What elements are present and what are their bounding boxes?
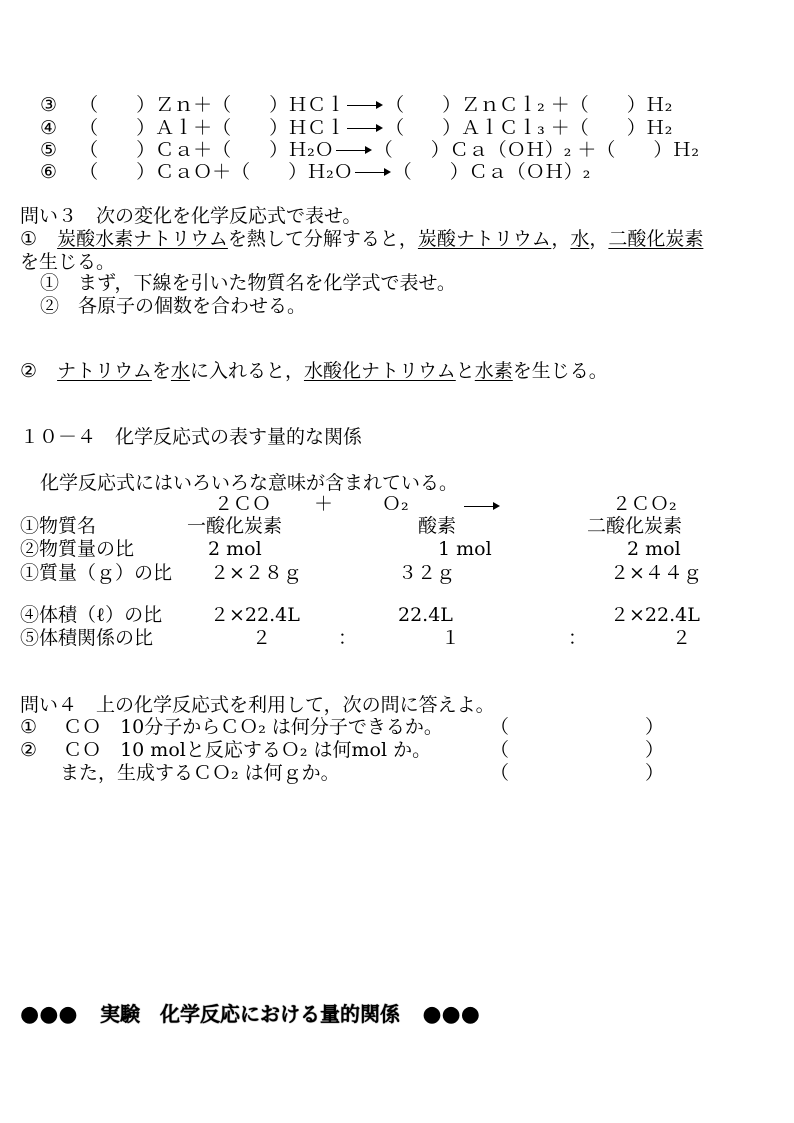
answer-open-paren: （	[490, 739, 510, 761]
item-number: ①	[20, 716, 38, 738]
row-label-volume: ④体積（ℓ）の比	[20, 604, 163, 626]
eq-co2: ２ＣＯ₂	[612, 493, 677, 515]
underlined-substance: 二酸化炭素	[608, 228, 704, 250]
section-title: １０－４ 化学反応式の表す量的な関係	[20, 426, 363, 448]
row-mol-co: 2 mol	[208, 538, 262, 560]
answer-close-paren: ）	[645, 716, 665, 738]
reaction-number: ④	[40, 117, 58, 139]
item-text: ，	[589, 228, 609, 250]
reaction-6	[40, 163, 590, 182]
item-text: と	[455, 360, 475, 382]
underlined-substance: 炭酸水素ナトリウム	[57, 228, 228, 250]
item-text: に入れると，	[189, 360, 304, 382]
underlined-substance: 水素	[474, 360, 513, 382]
q3-item1-cont: を生じる。	[20, 251, 116, 273]
reaction-arrow-icon	[347, 100, 383, 112]
eq-plus: ＋	[314, 493, 334, 515]
row-label-mol: ②物質量の比	[20, 538, 135, 560]
reaction-arrow-icon	[336, 145, 372, 157]
underlined-substance: 水	[570, 228, 590, 250]
q4-line3: また，生成するＣＯ₂ は何ｇか。	[60, 762, 340, 784]
row-label-name: ①物質名	[20, 515, 97, 537]
underlined-substance: 水酸化ナトリウム	[303, 360, 456, 382]
q3-title: 問い３ 次の変化を化学反応式で表せ。	[20, 205, 362, 227]
row-ratio-o2: １	[441, 627, 461, 649]
item-text: ，	[551, 228, 571, 250]
bullet-dots-icon: ●●●	[422, 1002, 480, 1027]
row-vol-co: ２×22.4L	[210, 604, 300, 626]
row-mass-o2: ３２ｇ	[398, 562, 456, 584]
q3-item1	[20, 230, 703, 249]
question-text: ＣＯ 10 molと反応するＯ₂ は何mol か。	[63, 739, 432, 761]
question-text: ＣＯ 10分子からＣＯ₂ は何分子できるか。	[63, 716, 443, 738]
bullet-dots-icon: ●●●	[20, 1002, 78, 1027]
row-ratio-sep2: ：	[568, 627, 588, 649]
experiment-heading	[20, 1004, 480, 1026]
experiment-title: 実験 化学反応における量的関係	[99, 1002, 400, 1026]
reaction-arrow-icon	[355, 167, 391, 179]
q3-item1-sub2: ② 各原子の個数を合わせる。	[40, 295, 307, 317]
item-number: ②	[20, 360, 38, 382]
answer-open-paren: （	[490, 716, 510, 738]
reaction-reactants: （ ）Ｃａ＋（ ）Ｈ₂Ｏ	[79, 139, 334, 161]
q4-title: 問い４ 上の化学反応式を利用して，次の問に答えよ。	[20, 694, 495, 716]
reaction-reactants: （ ）Ｚｎ＋（ ）ＨＣｌ	[79, 94, 346, 116]
row-label-ratio: ⑤体積関係の比	[20, 627, 154, 649]
reaction-3	[40, 96, 672, 115]
answer-close-paren: ）	[645, 762, 665, 784]
q3-item1-sub1: ① まず，下線を引いた物質名を化学式で表せ。	[40, 272, 456, 294]
reaction-number: ③	[40, 94, 58, 116]
item-number: ②	[20, 739, 38, 761]
reaction-products: （ ）Ｃａ（ＯＨ）₂ ＋（ ）Ｈ₂	[373, 139, 699, 161]
row-vol-o2: 22.4L	[398, 604, 453, 626]
row-name-o2: 酸素	[418, 515, 457, 537]
row-name-co2: 二酸化炭素	[587, 515, 683, 537]
row-ratio-sep1: ：	[338, 627, 358, 649]
row-name-co: 一酸化炭素	[187, 515, 283, 537]
reaction-number: ⑥	[40, 161, 58, 183]
underlined-substance: 炭酸ナトリウム	[417, 228, 552, 250]
row-mass-co2: ２×４４ｇ	[610, 562, 702, 584]
row-ratio-co2: ２	[672, 627, 692, 649]
reaction-reactants: （ ）Ａｌ＋（ ）ＨＣｌ	[79, 117, 346, 139]
reaction-number: ⑤	[40, 139, 58, 161]
row-mass-co: ２×２８ｇ	[210, 562, 302, 584]
reaction-products: （ ）ＺｎＣｌ₂ ＋（ ）Ｈ₂	[385, 94, 673, 116]
row-ratio-co: ２	[252, 627, 272, 649]
reaction-products: （ ）Ｃａ（ＯＨ）₂	[392, 161, 591, 183]
q4-line2	[20, 741, 431, 760]
reaction-products: （ ）ＡｌＣｌ₃ ＋（ ）Ｈ₂	[385, 117, 673, 139]
item-text: を熱して分解すると，	[227, 228, 418, 250]
row-mol-co2: 2 mol	[627, 538, 681, 560]
item-number: ①	[20, 228, 38, 250]
item-text: を生じる。	[512, 360, 608, 382]
section-intro: 化学反応式にはいろいろな意味が含まれている。	[40, 472, 459, 494]
row-label-mass: ①質量（ｇ）の比	[20, 562, 173, 584]
row-vol-co2: ２×22.4L	[610, 604, 700, 626]
row-mol-o2: 1 mol	[438, 538, 492, 560]
reaction-4	[40, 119, 672, 138]
eq-co: ２ＣＯ	[214, 493, 272, 515]
underlined-substance: 水	[170, 360, 190, 382]
eq-o2: Ｏ₂	[382, 493, 409, 515]
answer-open-paren: （	[490, 762, 510, 784]
reaction-arrow-icon	[347, 123, 383, 135]
answer-close-paren: ）	[645, 739, 665, 761]
eq-arrow-icon	[462, 498, 502, 514]
reaction-5	[40, 141, 699, 160]
reaction-reactants: （ ）ＣａＯ＋（ ）Ｈ₂Ｏ	[79, 161, 353, 183]
q4-line1	[20, 718, 443, 737]
underlined-substance: ナトリウム	[57, 360, 152, 382]
item-text: を	[151, 360, 171, 382]
q3-item2	[20, 362, 608, 381]
